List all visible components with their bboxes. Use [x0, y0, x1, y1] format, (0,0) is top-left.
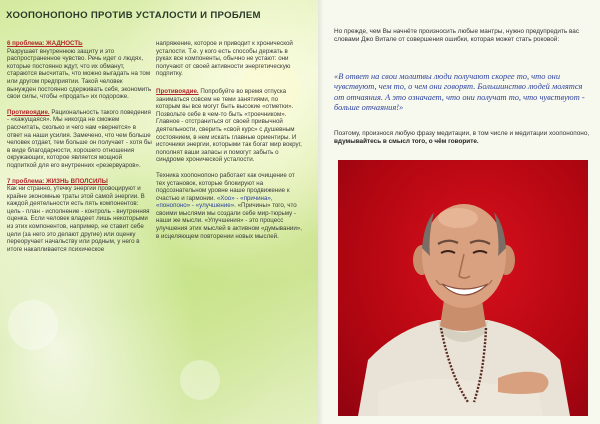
page-title: ХООПОНОПОНО ПРОТИВ УСТАЛОСТИ И ПРОБЛЕМ: [6, 10, 261, 21]
paragraph-half-life: [7, 178, 153, 254]
antidote-heading: Противоядие.: [7, 108, 50, 116]
paragraph-text: Рациональность такого поведения - «кажущаяся». Мы никогда не сможем рассчитать, сколько и чего нам «вернется» в ответ на наши усилия. Замечено, что чем больше человек отдает, тем больше он получает - хотя бы в виде благодарности, хорошего отношения окружающих, которое является мощной подпиткой для его внутренних «резервуаров».: [7, 108, 152, 169]
paragraph-text: «Причины» того, что своими мыслями мы создали себе мир-тюрьму - наши же мысли. «Улучшения» - это процесс улучшения этих мыслей в активном «думывании», в исцеляющем повторении новых мыслей.: [156, 202, 302, 240]
outro-text: [334, 130, 596, 146]
paragraph-text: Попробуйте во время отпуска заниматься совсем не теми занятиями, по которым вы все могут быть высокие «отметки». Позвольте себе в чем-то быть «троечником». Главное - отстраниться от своей привычной деятельности, сверить «свой курс» с душевным состоянием, в нем искать главные ориентиры. И источники энергии, которыми так богат мир вокруг, пополнят ваши запасы и помогут забыть о синдроме хронической усталости.: [156, 87, 302, 164]
paragraph-antidote-1: [7, 109, 153, 170]
paragraph-technique: [156, 172, 302, 240]
page-fold-shadow: [318, 0, 324, 424]
problem-heading-half-life: 7 проблема: ЖИЗНЬ ВПОЛСИЛЫ: [7, 177, 108, 185]
paragraph-text: Как ни странно, утечку энергии провоцируют и крайне экономные траты этой самой энергии. В каждой деятельности есть пять компонентов: цель - план - исполнение - контроль - внутренняя оценка. Если человек владеет лишь некоторыми из этих компонентов, например, не ставит себе цели (за него это делают другие) или оценку переоручает начальству или родным, у него в итоге накапливается психическое: [7, 185, 150, 253]
bokeh-light: [8, 300, 58, 350]
antidote-heading: Противоядие.: [156, 87, 199, 95]
paragraph-text: Разрушает внутреннюю защиту и это распространенное чувство. Речь идет о людях, которые постоянно ждут, что их обманут, стараются высчитать, что можно выгадать на том или другом предприятии. Такой человек вынужден постоянно сдерживать себя, экономить свои силы, чтобы «продать» их подороже.: [7, 47, 152, 101]
man-illustration: [338, 160, 588, 416]
paragraph-antidote-2: [156, 88, 302, 164]
portrait-photo: [338, 160, 588, 416]
paragraph-continuation: напряжение, которое и приводит к хронической усталости. Т.е. у кого есть способы держать в руках все компоненты, обычно не устают: они получают от своей активности энергетическую подпитку.: [156, 40, 293, 78]
paragraph-greed: [7, 40, 153, 101]
outro-plain: Поэтому, произнося любую фразу медитации, в том числе и медитации хоопонопоно,: [334, 130, 590, 137]
intro-text: Но прежде, чем Вы начнёте произносить любые мантры, нужно предупредить вас словами Джо Витале от совершения ошибки, которая может стать роковой:: [334, 28, 580, 43]
term-hoo: «Хоо» - «причина»,: [216, 194, 273, 202]
problem-heading-greed: 6 проблема: ЖАДНОСТЬ: [7, 40, 83, 47]
vitale-quote: «В ответ на свои молитвы люди получают скорее то, что они чувствуют, чем то, о чем они говорят. Большинство людей молятся от отчаяния. А это означает, что они получат то, что чувствуют - больше отчаяния!»: [334, 72, 585, 113]
text-column-1: [7, 40, 153, 261]
paragraph-text: Техника хоопонопоно работает как очищение от тех установок, которые блокируют на подсознательном уровне наше продвижение к счастью и гармонии.: [156, 171, 295, 202]
right-page: [318, 0, 600, 424]
bokeh-light: [180, 360, 220, 400]
outro-bold: вдумывайтесь в смысл того, о чём говорите.: [334, 138, 479, 145]
term-ponopono: «понопоно» - «улучшение».: [156, 202, 236, 210]
text-column-2: [156, 40, 302, 248]
